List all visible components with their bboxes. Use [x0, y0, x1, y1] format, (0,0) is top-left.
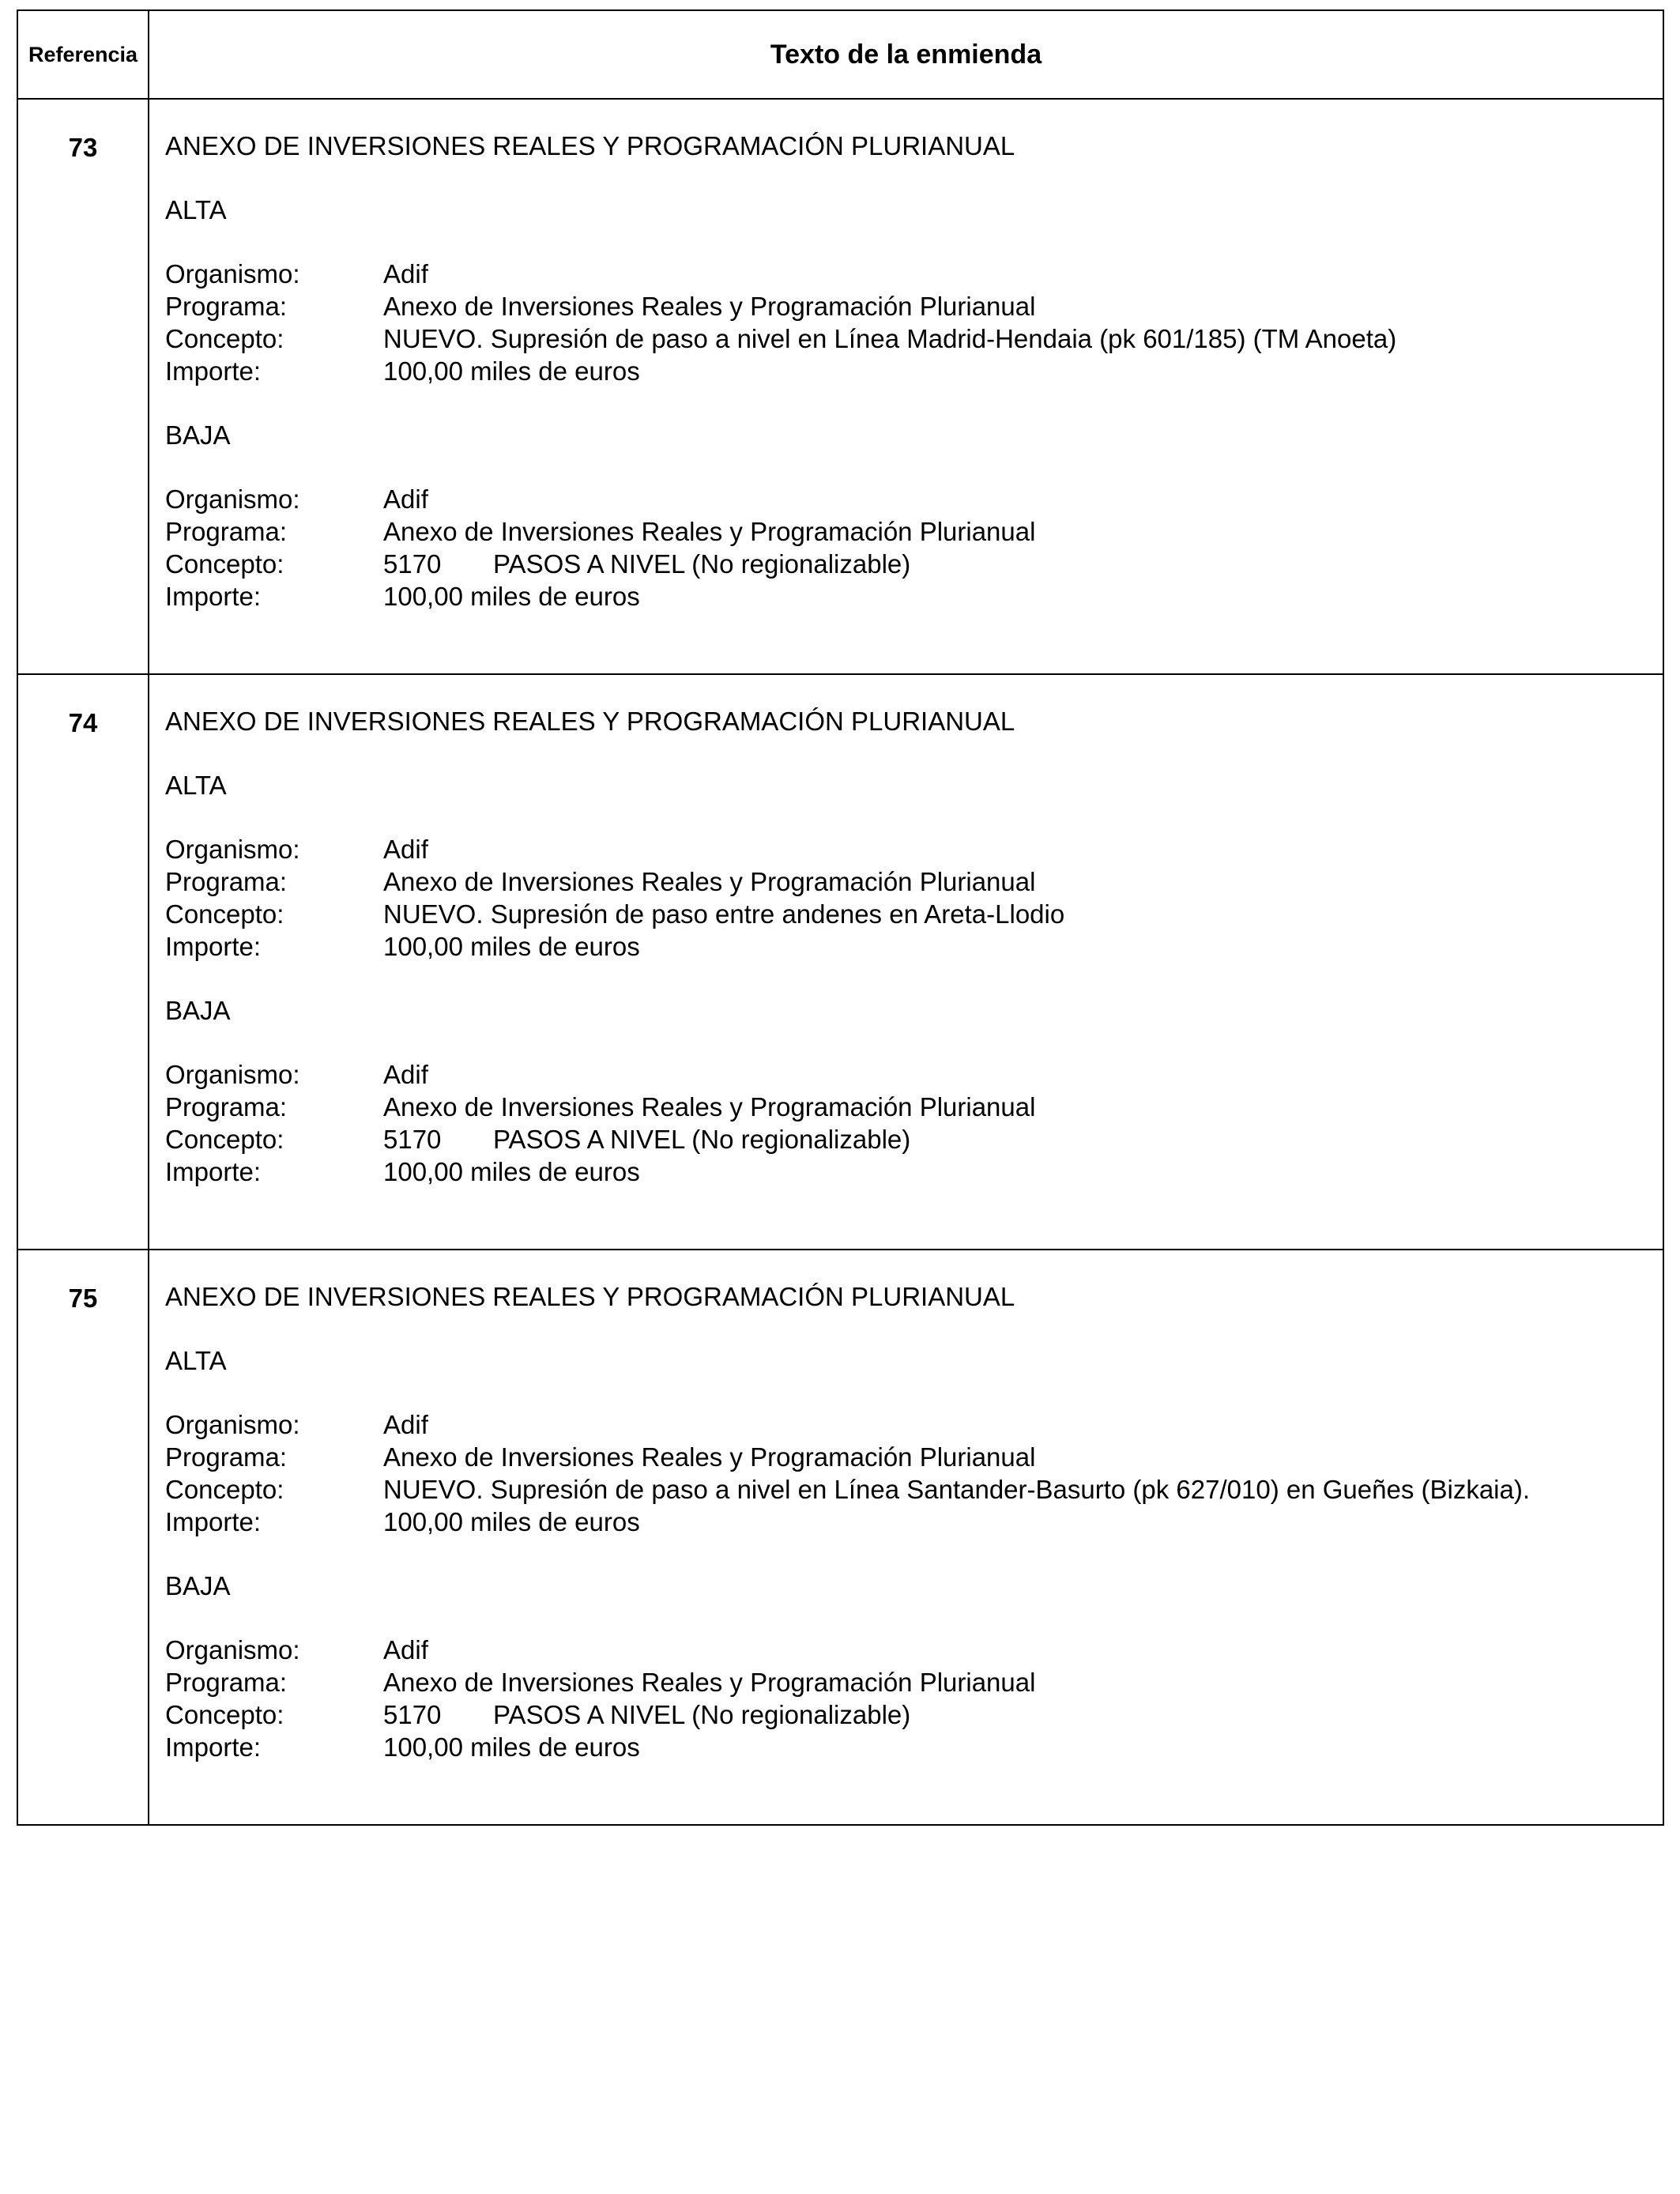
field-label: Importe: [165, 932, 262, 961]
concepto-description: PASOS A NIVEL (No regionalizable) [493, 1125, 911, 1154]
alta-importe-line [165, 355, 1663, 387]
baja-heading: BAJA [165, 996, 231, 1025]
field-label: Concepto: [165, 324, 284, 353]
alta-heading: ALTA [165, 771, 227, 800]
baja-importe-line [165, 580, 1663, 613]
amendment-title: ANEXO DE INVERSIONES REALES Y PROGRAMACIÓN PLURIANUAL [165, 1282, 1015, 1311]
field-value: Adif [383, 1060, 428, 1089]
alta-heading: ALTA [165, 195, 227, 224]
baja-concepto-line [165, 1123, 1663, 1155]
field-value: 100,00 miles de euros [383, 1157, 640, 1186]
field-value [383, 1123, 910, 1155]
alta-organismo-line [165, 833, 1663, 865]
field-label: Concepto: [165, 1125, 284, 1154]
concepto-code: 5170 [383, 1125, 442, 1154]
field-value [383, 548, 910, 580]
table-row [17, 1250, 1663, 1825]
alta-heading: ALTA [165, 1346, 227, 1375]
field-value: Adif [383, 1410, 428, 1439]
reference-number: 73 [68, 133, 98, 162]
baja-organismo-line [165, 483, 1663, 515]
baja-concepto-line [165, 1698, 1663, 1731]
alta-programa-line [165, 290, 1663, 322]
baja-organismo-line [165, 1634, 1663, 1666]
field-value: 100,00 miles de euros [383, 1507, 640, 1536]
amendment-title: ANEXO DE INVERSIONES REALES Y PROGRAMACIÓN PLURIANUAL [165, 131, 1015, 160]
reference-cell [17, 99, 149, 674]
baja-concepto-line [165, 548, 1663, 580]
field-label: Organismo: [165, 484, 300, 514]
field-label: Concepto: [165, 549, 284, 579]
field-value: Anexo de Inversiones Reales y Programación Plurianual [383, 1442, 1036, 1472]
field-label: Concepto: [165, 1475, 284, 1504]
field-value: Anexo de Inversiones Reales y Programación Plurianual [383, 1092, 1036, 1122]
field-value: Anexo de Inversiones Reales y Programación Plurianual [383, 1668, 1036, 1697]
baja-importe-line [165, 1155, 1663, 1188]
field-label: Programa: [165, 1092, 288, 1122]
field-value: Adif [383, 259, 428, 288]
field-value: 100,00 miles de euros [383, 1732, 640, 1762]
baja-programa-line [165, 1666, 1663, 1698]
alta-organismo-line [165, 1408, 1663, 1441]
field-label: Concepto: [165, 1700, 284, 1729]
amendment-text-cell [149, 674, 1663, 1250]
field-value [383, 1698, 910, 1731]
field-value: NUEVO. Supresión de paso a nivel en Línea Santander-Basurto (pk 627/010) en Gueñes (Bizkaia). [383, 1475, 1531, 1504]
table-row [17, 99, 1663, 674]
field-label: Importe: [165, 1507, 262, 1536]
baja-heading: BAJA [165, 1571, 231, 1600]
field-value: 100,00 miles de euros [383, 932, 640, 961]
table-row [17, 674, 1663, 1250]
field-label: Programa: [165, 1668, 288, 1697]
field-value: Anexo de Inversiones Reales y Programación Plurianual [383, 517, 1036, 546]
field-label: Programa: [165, 1442, 288, 1472]
field-label: Concepto: [165, 899, 284, 929]
alta-concepto-line [165, 1473, 1663, 1506]
field-value: Anexo de Inversiones Reales y Programación Plurianual [383, 867, 1036, 896]
alta-importe-line [165, 930, 1663, 963]
field-label: Organismo: [165, 835, 300, 864]
field-label: Organismo: [165, 1635, 300, 1664]
field-value: Anexo de Inversiones Reales y Programación Plurianual [383, 292, 1036, 321]
baja-programa-line [165, 515, 1663, 548]
alta-programa-line [165, 865, 1663, 898]
baja-heading: BAJA [165, 420, 231, 450]
reference-number: 75 [68, 1284, 98, 1313]
field-value: Adif [383, 835, 428, 864]
field-label: Organismo: [165, 1410, 300, 1439]
baja-importe-line [165, 1731, 1663, 1763]
concepto-code: 5170 [383, 1700, 442, 1729]
amendments-table [17, 9, 1664, 1826]
alta-concepto-line [165, 898, 1663, 930]
concepto-code: 5170 [383, 549, 442, 579]
alta-programa-line [165, 1441, 1663, 1473]
field-label: Importe: [165, 582, 262, 611]
concepto-description: PASOS A NIVEL (No regionalizable) [493, 1700, 911, 1729]
reference-cell [17, 1250, 149, 1825]
field-value: NUEVO. Supresión de paso entre andenes en Areta-Llodio [383, 899, 1065, 929]
baja-organismo-line [165, 1058, 1663, 1091]
alta-organismo-line [165, 258, 1663, 290]
field-label: Programa: [165, 517, 288, 546]
field-value: Adif [383, 1635, 428, 1664]
field-label: Importe: [165, 1157, 262, 1186]
amendment-text-cell [149, 99, 1663, 674]
amendment-text-cell [149, 1250, 1663, 1825]
field-label: Importe: [165, 356, 262, 386]
concepto-description: PASOS A NIVEL (No regionalizable) [493, 549, 911, 579]
table-header-row [17, 10, 1663, 99]
field-value: Adif [383, 484, 428, 514]
baja-programa-line [165, 1091, 1663, 1123]
field-label: Programa: [165, 292, 288, 321]
alta-importe-line [165, 1506, 1663, 1538]
column-header-referencia: Referencia [17, 10, 149, 99]
field-label: Programa: [165, 867, 288, 896]
reference-cell [17, 674, 149, 1250]
alta-concepto-line [165, 322, 1663, 355]
field-value: 100,00 miles de euros [383, 582, 640, 611]
field-value: NUEVO. Supresión de paso a nivel en Línea Madrid-Hendaia (pk 601/185) (TM Anoeta) [383, 324, 1397, 353]
amendment-title: ANEXO DE INVERSIONES REALES Y PROGRAMACIÓN PLURIANUAL [165, 707, 1015, 736]
field-value: 100,00 miles de euros [383, 356, 640, 386]
field-label: Organismo: [165, 259, 300, 288]
field-label: Organismo: [165, 1060, 300, 1089]
reference-number: 74 [68, 708, 98, 737]
column-header-texto: Texto de la enmienda [149, 10, 1663, 99]
field-label: Importe: [165, 1732, 262, 1762]
